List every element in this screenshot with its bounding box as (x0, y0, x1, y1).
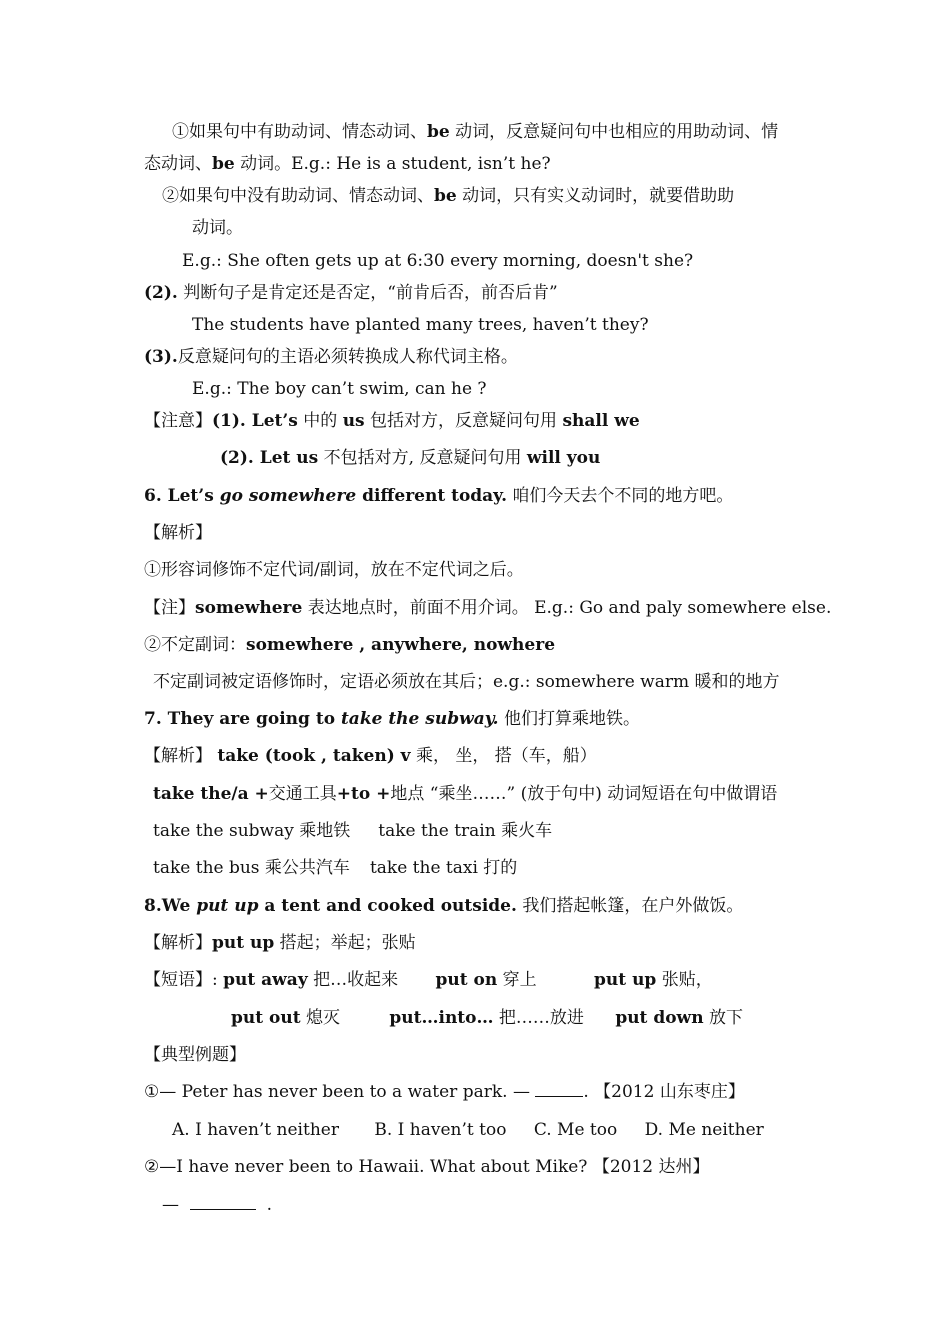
option-d: D. Me neither (644, 1120, 764, 1140)
item-7-heading: 7. They are going to take the subway. 他们打算乘地铁。 (144, 709, 640, 729)
answer-blank-2 (190, 1195, 256, 1210)
rule-2-line-2: 动词。 (192, 218, 243, 238)
rule-2-example: E.g.: She often gets up at 6:30 every morning, doesn't she? (182, 251, 694, 271)
point-3-heading: (3).反意疑问句的主语必须转换成人称代词主格。 (144, 347, 518, 367)
item-7-pattern: take the/a +交通工具+to +地点 “乘坐……” (放于句中) 动词短语在句中做谓语 (153, 784, 778, 804)
point-2-heading: (2). 判断句子是肯定还是否定，“前肯后否，前否后肯” (144, 283, 558, 303)
example-2-answer-line: — . (162, 1195, 273, 1215)
example-2-question: ②—I have never been to Hawaii. What about Mike? 【2012 达州】 (144, 1157, 710, 1177)
item-6-heading: 6. Let’s go somewhere different today. 咱们今天去个不同的地方吧。 (144, 486, 734, 506)
option-a: A. I haven’t neither (172, 1120, 339, 1140)
rule-1-line-2: 态动词、be 动词。E.g.: He is a student, isn’t he? (144, 154, 551, 174)
item-7-analysis: 【解析】 take (took , taken) v 乘， 坐， 搭（车，船） (144, 746, 597, 766)
point-2-example: The students have planted many trees, haven’t they? (192, 315, 649, 335)
note-line-1: 【注意】(1). Let’s 中的 us 包括对方，反意疑问句用 shall we (144, 411, 640, 431)
item-8-analysis: 【解析】put up 搭起；举起；张贴 (144, 933, 416, 953)
phrases-row-2: put out 熄灭 put…into… 把……放进 put down 放下 (231, 1008, 743, 1028)
item-6-point-1: ①形容词修饰不定代词/副词，放在不定代词之后。 (144, 560, 524, 580)
rule-1-line-1: ①如果句中有助动词、情态动词、be 动词，反意疑问句中也相应的用助动词、情 (172, 122, 779, 142)
example-1-question: ①— Peter has never been to a water park. — . 【2012 山东枣庄】 (144, 1082, 745, 1102)
item-7-example-row-2: take the bus 乘公共汽车 take the taxi 打的 (153, 858, 518, 878)
item-7-example-row-1: take the subway 乘地铁 take the train 乘火车 (153, 821, 553, 841)
item-6-analysis-label: 【解析】 (144, 523, 212, 543)
option-c: C. Me too (533, 1120, 618, 1140)
answer-blank-1 (535, 1082, 583, 1097)
note-line-2: (2). Let us 不包括对方, 反意疑问句用 will you (220, 448, 601, 468)
item-6-note: 【注】somewhere 表达地点时，前面不用介词。 E.g.: Go and paly somewhere else. (144, 598, 832, 618)
point-3-example: E.g.: The boy can’t swim, can he ? (192, 379, 487, 399)
item-8-heading: 8.We put up a tent and cooked outside. 我们搭起帐篷，在户外做饭。 (144, 896, 744, 916)
option-b: B. I haven’t too (374, 1120, 507, 1140)
example-1-options (172, 1119, 764, 1141)
item-6-point-2: ②不定副词：somewhere , anywhere, nowhere (144, 635, 556, 655)
item-6-point-2-detail: 不定副词被定语修饰时，定语必须放在其后；e.g.: somewhere warm 暖和的地方 (153, 672, 780, 692)
examples-heading: 【典型例题】 (144, 1045, 246, 1065)
phrases-row-1: 【短语】: put away 把…收起来 put on 穿上 put up 张贴， (144, 970, 713, 990)
rule-2-line-1: ②如果句中没有助动词、情态动词、be 动词，只有实义动词时，就要借助助 (162, 186, 735, 206)
